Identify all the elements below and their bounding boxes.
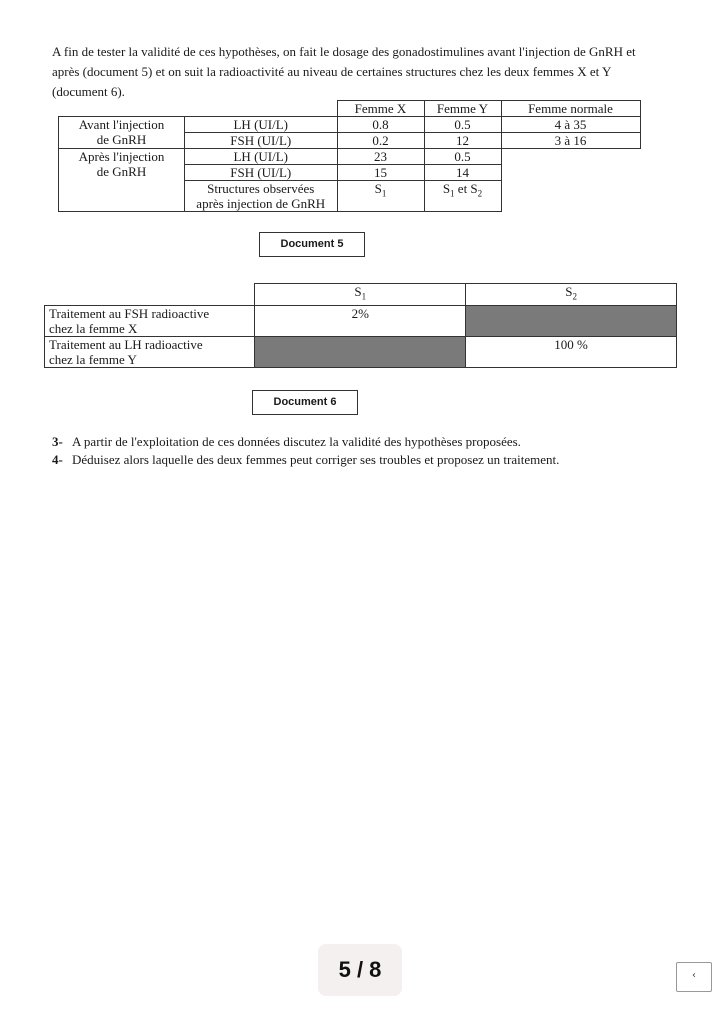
value-cell: 0.5	[424, 117, 501, 133]
fsh-s1-value: 2%	[255, 305, 466, 336]
shaded-cell	[255, 336, 466, 367]
param-cell: FSH (UI/L)	[185, 165, 338, 181]
before-injection-label: Avant l'injection de GnRH	[59, 117, 185, 149]
value-cell: 23	[337, 149, 424, 165]
header-femme-normale: Femme normale	[501, 101, 640, 117]
value-cell: 15	[337, 165, 424, 181]
structures-femme-y: $S_1$ et $S_2$	[424, 181, 501, 212]
structures-label: Structures observées après injection de GnRH	[185, 181, 338, 212]
param-cell: LH (UI/L)	[185, 117, 338, 133]
shaded-cell	[466, 305, 677, 336]
document-5-label: Document 5	[259, 232, 365, 257]
question-item: 3- A partir de l'exploitation de ces données discutez la validité des hypothèses proposées.	[52, 434, 521, 449]
value-cell: 0.8	[337, 117, 424, 133]
document-6-table	[44, 283, 677, 368]
header-femme-y: Femme Y	[424, 101, 501, 117]
lh-s2-value: 100 %	[466, 336, 677, 367]
questions-list	[52, 433, 682, 469]
intro-paragraph: A fin de tester la validité de ces hypothèses, on fait le dosage des gonadostimulines avant l'injection de GnRH et après (document 5) et on suit la radioactivité au niveau de certaines structures chez les deux femmes X et Y (document 6).	[52, 44, 636, 99]
document-5-table	[58, 100, 641, 212]
header-femme-x: Femme X	[337, 101, 424, 117]
row-fsh-femme-x-label: Traitement au FSH radioactive chez la femme X	[45, 305, 255, 336]
row-lh-femme-y-label: Traitement au LH radioactive chez la femme Y	[45, 336, 255, 367]
value-cell: 0.5	[424, 149, 501, 165]
param-cell: FSH (UI/L)	[185, 133, 338, 149]
value-cell: 0.2	[337, 133, 424, 149]
after-injection-label: Après l'injection de GnRH	[59, 149, 185, 212]
value-cell: 4 à 35	[501, 117, 640, 133]
header-s2: $S_2$	[466, 284, 677, 306]
page-indicator: 5 / 8	[318, 944, 402, 996]
value-cell: 14	[424, 165, 501, 181]
page-corner-icon[interactable]: ‹	[676, 962, 712, 992]
question-item: 4- Déduisez alors laquelle des deux femmes peut corriger ses troubles et proposez un traitement.	[52, 452, 560, 467]
header-s1: $S_1$	[255, 284, 466, 306]
value-cell: 3 à 16	[501, 133, 640, 149]
param-cell: LH (UI/L)	[185, 149, 338, 165]
value-cell: 12	[424, 133, 501, 149]
document-6-label: Document 6	[252, 390, 358, 415]
structures-femme-x: $S_1$	[337, 181, 424, 212]
